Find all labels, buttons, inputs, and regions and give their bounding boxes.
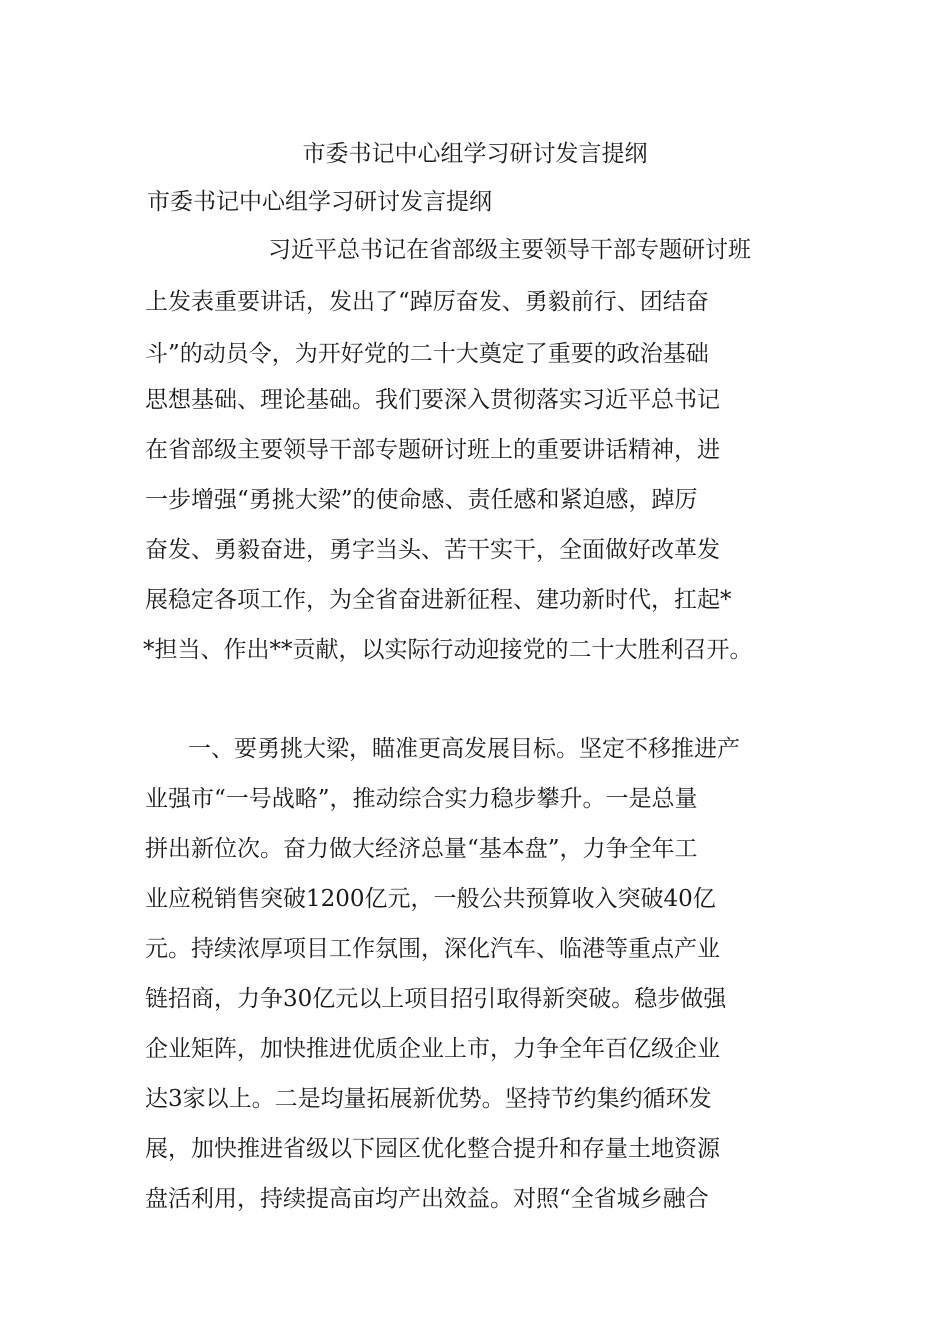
paragraph-1-line: 一步增强“勇挑大梁”的使命感、责任感和紧迫感，踔厉 — [145, 487, 698, 513]
paragraph-2-line: 企业矩阵，加快推进优质企业上市，力争全年百亿级企业 — [145, 1036, 720, 1062]
paragraph-2-line: 盘活利用，持续提高亩均产出效益。对照“全省城乡融合 — [145, 1186, 709, 1212]
paragraph-1-line: *担当、作出**贡献，以实际行动迎接党的二十大胜利召开。 — [143, 637, 753, 663]
paragraph-1-line: 斗”的动员令，为开好党的二十大奠定了重要的政治基础 — [145, 341, 709, 367]
paragraph-2-line: 业应税销售突破1200亿元，一般公共预算收入突破40亿 — [145, 886, 716, 912]
paragraph-2-line: 展，加快推进省级以下园区优化整合提升和存量土地资源 — [145, 1136, 720, 1162]
paragraph-1-line: 上发表重要讲话，发出了“踔厉奋发、勇毅前行、团结奋 — [145, 289, 709, 315]
paragraph-2-line: 链招商，力争30亿元以上项目招引取得新突破。稳步做强 — [145, 986, 727, 1012]
document-subtitle: 市委书记中心组学习研讨发言提纲 — [147, 189, 492, 215]
paragraph-2-line: 拼出新位次。奋力做大经济总量“基本盘”，力争全年工 — [145, 836, 698, 862]
paragraph-2-line: 达3家以上。二是均量拓展新优势。坚持节约集约循环发 — [145, 1086, 712, 1112]
paragraph-2-line: 业强市“一号战略”，推动综合实力稳步攀升。一是总量 — [145, 786, 698, 812]
paragraph-1-line: 习近平总书记在省部级主要领导干部专题研讨班 — [268, 237, 751, 263]
paragraph-1-line: 在省部级主要领导干部专题研讨班上的重要讲话精神，进 — [145, 437, 720, 463]
paragraph-1-line: 思想基础、理论基础。我们要深入贯彻落实习近平总书记 — [145, 387, 720, 413]
paragraph-2-line: 一、要勇挑大梁，瞄准更高发展目标。坚定不移推进产 — [188, 736, 740, 762]
paragraph-1-line: 奋发、勇毅奋进，勇字当头、苦干实干，全面做好改革发 — [145, 537, 720, 563]
paragraph-1-line: 展稳定各项工作，为全省奋进新征程、建功新时代，扛起* — [145, 587, 732, 613]
paragraph-2-line: 元。持续浓厚项目工作氛围，深化汽车、临港等重点产业 — [145, 936, 720, 962]
document-title: 市委书记中心组学习研讨发言提纲 — [302, 141, 648, 167]
